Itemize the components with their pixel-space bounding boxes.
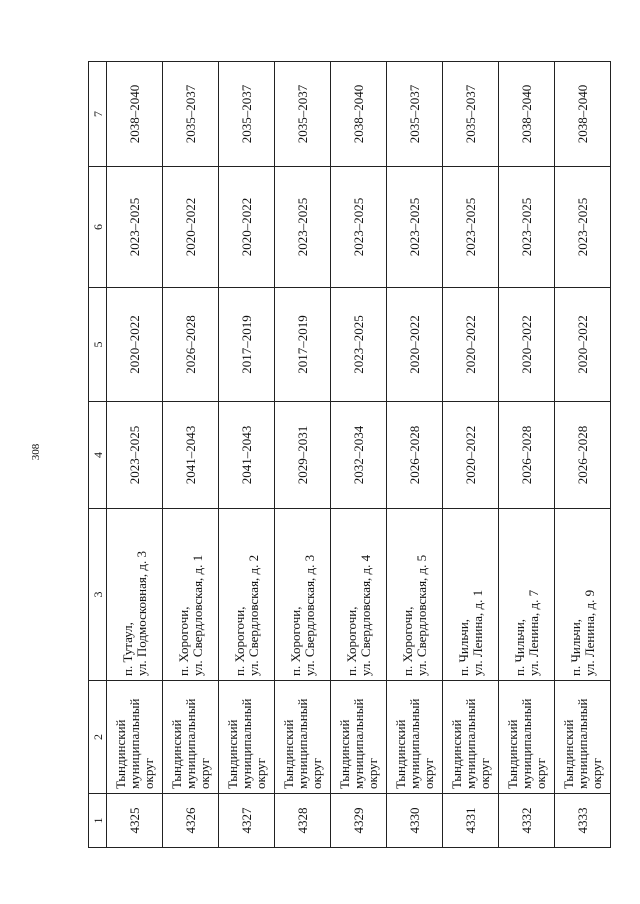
period-cell: 2026–2028 [163, 288, 219, 402]
period-cell: 2035–2037 [275, 62, 331, 167]
header-row [89, 62, 107, 848]
period-cell: 2023–2025 [275, 167, 331, 288]
row-number: 4327 [219, 794, 275, 848]
row-number: 4330 [387, 794, 443, 848]
table-row [387, 62, 443, 848]
period-cell: 2020–2022 [107, 288, 163, 402]
district-cell: Тындинский муниципальный округ [331, 681, 387, 794]
address-cell: п. Чильчи, ул. Ленина, д. 7 [499, 509, 555, 681]
period-cell: 2035–2037 [443, 62, 499, 167]
address-cell: п. Хорогочи, ул. Свердловская, д. 2 [219, 509, 275, 681]
column-header: 4 [89, 402, 107, 509]
row-number: 4331 [443, 794, 499, 848]
column-header: 3 [89, 509, 107, 681]
row-number: 4333 [555, 794, 611, 848]
district-cell: Тындинский муниципальный округ [387, 681, 443, 794]
period-cell: 2023–2025 [107, 402, 163, 509]
address-cell: п. Хорогочи, ул. Свердловская, д. 4 [331, 509, 387, 681]
period-cell: 2032–2034 [331, 402, 387, 509]
address-cell: п. Хорогочи, ул. Свердловская, д. 5 [387, 509, 443, 681]
district-cell: Тындинский муниципальный округ [555, 681, 611, 794]
period-cell: 2023–2025 [107, 167, 163, 288]
row-number: 4332 [499, 794, 555, 848]
period-cell: 2020–2022 [499, 288, 555, 402]
district-cell: Тындинский муниципальный округ [163, 681, 219, 794]
table-row [331, 62, 387, 848]
period-cell: 2023–2025 [331, 167, 387, 288]
period-cell: 2035–2037 [219, 62, 275, 167]
period-cell: 2020–2022 [555, 288, 611, 402]
period-cell: 2038–2040 [331, 62, 387, 167]
district-cell: Тындинский муниципальный округ [499, 681, 555, 794]
period-cell: 2038–2040 [107, 62, 163, 167]
period-cell: 2026–2028 [499, 402, 555, 509]
period-cell: 2020–2022 [443, 288, 499, 402]
table-row [219, 62, 275, 848]
period-cell: 2041–2043 [219, 402, 275, 509]
address-cell: п. Хорогочи, ул. Свердловская, д. 1 [163, 509, 219, 681]
period-cell: 2038–2040 [555, 62, 611, 167]
data-table [88, 61, 611, 848]
district-cell: Тындинский муниципальный округ [443, 681, 499, 794]
address-cell: п. Чильчи, ул. Ленина, д. 1 [443, 509, 499, 681]
table-row [443, 62, 499, 848]
period-cell: 2023–2025 [387, 167, 443, 288]
table-row [499, 62, 555, 848]
period-cell: 2017–2019 [275, 288, 331, 402]
district-cell: Тындинский муниципальный округ [107, 681, 163, 794]
period-cell: 2035–2037 [163, 62, 219, 167]
period-cell: 2029–2031 [275, 402, 331, 509]
period-cell: 2020–2022 [163, 167, 219, 288]
period-cell: 2020–2022 [387, 288, 443, 402]
address-cell: п. Хорогочи, ул. Свердловская, д. 3 [275, 509, 331, 681]
period-cell: 2026–2028 [387, 402, 443, 509]
period-cell: 2038–2040 [499, 62, 555, 167]
column-header: 6 [89, 167, 107, 288]
column-header: 7 [89, 62, 107, 167]
address-cell: п. Чильчи, ул. Ленина, д. 9 [555, 509, 611, 681]
district-cell: Тындинский муниципальный округ [275, 681, 331, 794]
table-row [555, 62, 611, 848]
row-number: 4329 [331, 794, 387, 848]
period-cell: 2023–2025 [555, 167, 611, 288]
column-header: 5 [89, 288, 107, 402]
period-cell: 2020–2022 [443, 402, 499, 509]
address-cell: п. Тутаул, ул. Подмосковная, д. 3 [107, 509, 163, 681]
row-number: 4328 [275, 794, 331, 848]
table-row [107, 62, 163, 848]
period-cell: 2023–2025 [443, 167, 499, 288]
period-cell: 2017–2019 [219, 288, 275, 402]
period-cell: 2041–2043 [163, 402, 219, 509]
table-row [275, 62, 331, 848]
district-cell: Тындинский муниципальный округ [219, 681, 275, 794]
period-cell: 2020–2022 [219, 167, 275, 288]
table-container [88, 62, 608, 848]
period-cell: 2023–2025 [499, 167, 555, 288]
row-number: 4326 [163, 794, 219, 848]
period-cell: 2026–2028 [555, 402, 611, 509]
period-cell: 2035–2037 [387, 62, 443, 167]
column-header: 2 [89, 681, 107, 794]
period-cell: 2023–2025 [331, 288, 387, 402]
row-number: 4325 [107, 794, 163, 848]
table-row [163, 62, 219, 848]
column-header: 1 [89, 794, 107, 848]
page-number: 308 [30, 443, 42, 461]
